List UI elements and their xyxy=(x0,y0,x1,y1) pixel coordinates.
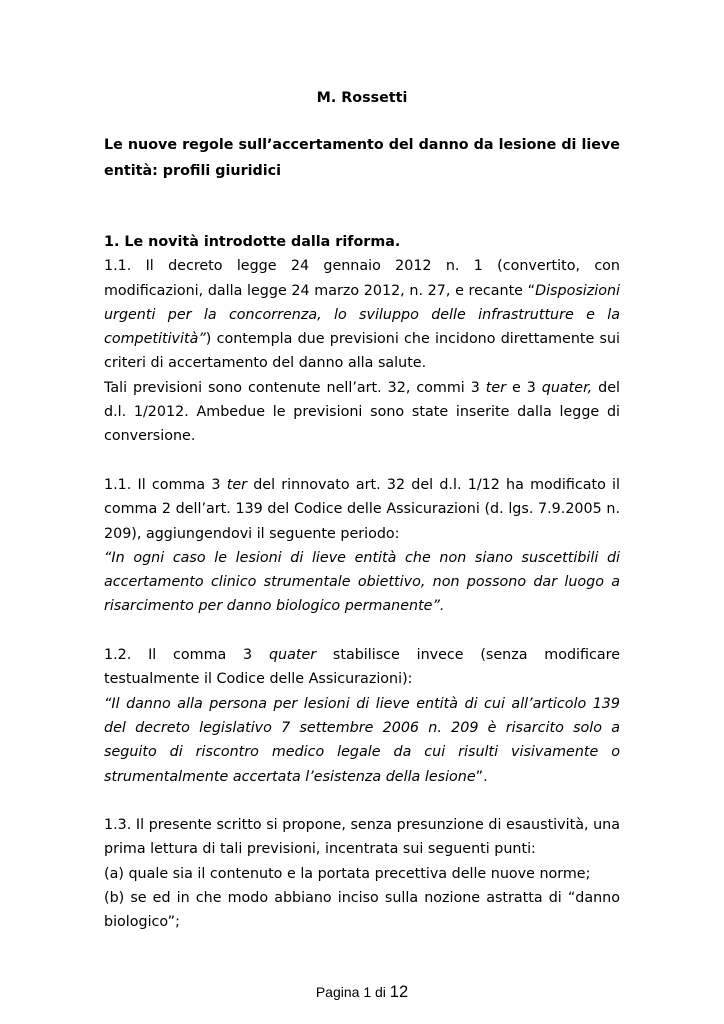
quote-comma-3-quater xyxy=(104,692,620,789)
paragraph-provisions xyxy=(104,376,620,449)
text-run: del rinnovato art. 32 del d.l. 1/12 ha modificato il comma 2 dell’art. 139 del Codice delle Assicurazioni (d. lgs. 7.9.2005 n. 209), aggiungendovi il seguente periodo: xyxy=(104,476,620,542)
spacer xyxy=(104,789,620,813)
paragraph-comma-3-quater xyxy=(104,643,620,692)
text-run: Tali previsioni sono contenute nell’art. 32, commi 3 xyxy=(104,379,486,396)
document-title: Le nuove regole sull’accertamento del danno da lesione di lieve entità: profili giuridici xyxy=(104,137,620,179)
list-item-b: (b) se ed in che modo abbiano inciso sulla nozione astratta di “danno biologico”; xyxy=(104,890,620,931)
text-run: ”. xyxy=(475,768,488,785)
paragraph-1-1 xyxy=(104,254,620,375)
text-run: 1.1. Il decreto legge 24 gennaio 2012 n. 1 (convertito, con modificazioni, dalla legge 24 marzo 2012, n. 27, e recante “ xyxy=(104,258,620,299)
author-name: M. Rossetti xyxy=(316,90,408,106)
italic-run: ter xyxy=(485,379,507,396)
of-label: di xyxy=(371,984,390,1000)
text-run: 1.1. Il comma 3 xyxy=(104,476,227,493)
italic-run: “Il danno alla persona per lesioni di lieve entità di cui all’articolo 139 del decreto legislativo 7 settembre 2006 n. 209 è risarcito solo a seguito di riscontro medico legale da cui risulti visivamente o strumentalmente accertata l’esistenza della lesione xyxy=(104,695,620,785)
spacer xyxy=(104,449,620,473)
paragraph-comma-3-ter xyxy=(104,473,620,546)
italic-run: ter xyxy=(226,476,247,493)
italic-run: “In ogni caso le lesioni di lieve entità che non siano suscettibili di accertamento clinico strumentale obiettivo, non possono dar luogo a risarcimento per danno biologico permanente”. xyxy=(104,549,620,615)
section-heading: 1. Le novità introdotte dalla riforma. xyxy=(104,234,401,250)
text-run: stabilisce invece (senza modificare testualmente il Codice delle Assicurazioni): xyxy=(104,647,620,688)
page-total: 12 xyxy=(389,983,409,1001)
text-run: 1.2. Il comma 3 xyxy=(104,647,269,664)
spacer xyxy=(104,619,620,643)
text-run: e 3 xyxy=(506,379,542,396)
italic-run: quater, xyxy=(541,379,593,396)
italic-run: Disposizioni urgenti per la concorrenza, lo sviluppo delle infrastrutture e la competitività” xyxy=(104,282,620,348)
document-body xyxy=(104,230,620,935)
italic-run: quater xyxy=(268,647,317,664)
list-item-a: (a) quale sia il contenuto e la portata precettiva delle nuove norme; xyxy=(104,865,591,882)
quote-comma-3-ter xyxy=(104,546,620,619)
page-footer xyxy=(0,983,724,1002)
text-run: del d.l. 1/2012. Ambedue le previsioni sono state inserite dalla legge di conversione. xyxy=(104,379,620,445)
text-run: ) contempla due previsioni che incidono direttamente sui criteri di accertamento del danno alla salute. xyxy=(104,331,620,372)
paragraph-1-3: 1.3. Il presente scritto si propone, senza presunzione di esaustività, una prima lettura di tali previsioni, incentrata sui seguenti punti: xyxy=(104,817,620,858)
page-number: 1 xyxy=(363,984,372,1000)
page-label: Pagina xyxy=(315,984,364,1000)
